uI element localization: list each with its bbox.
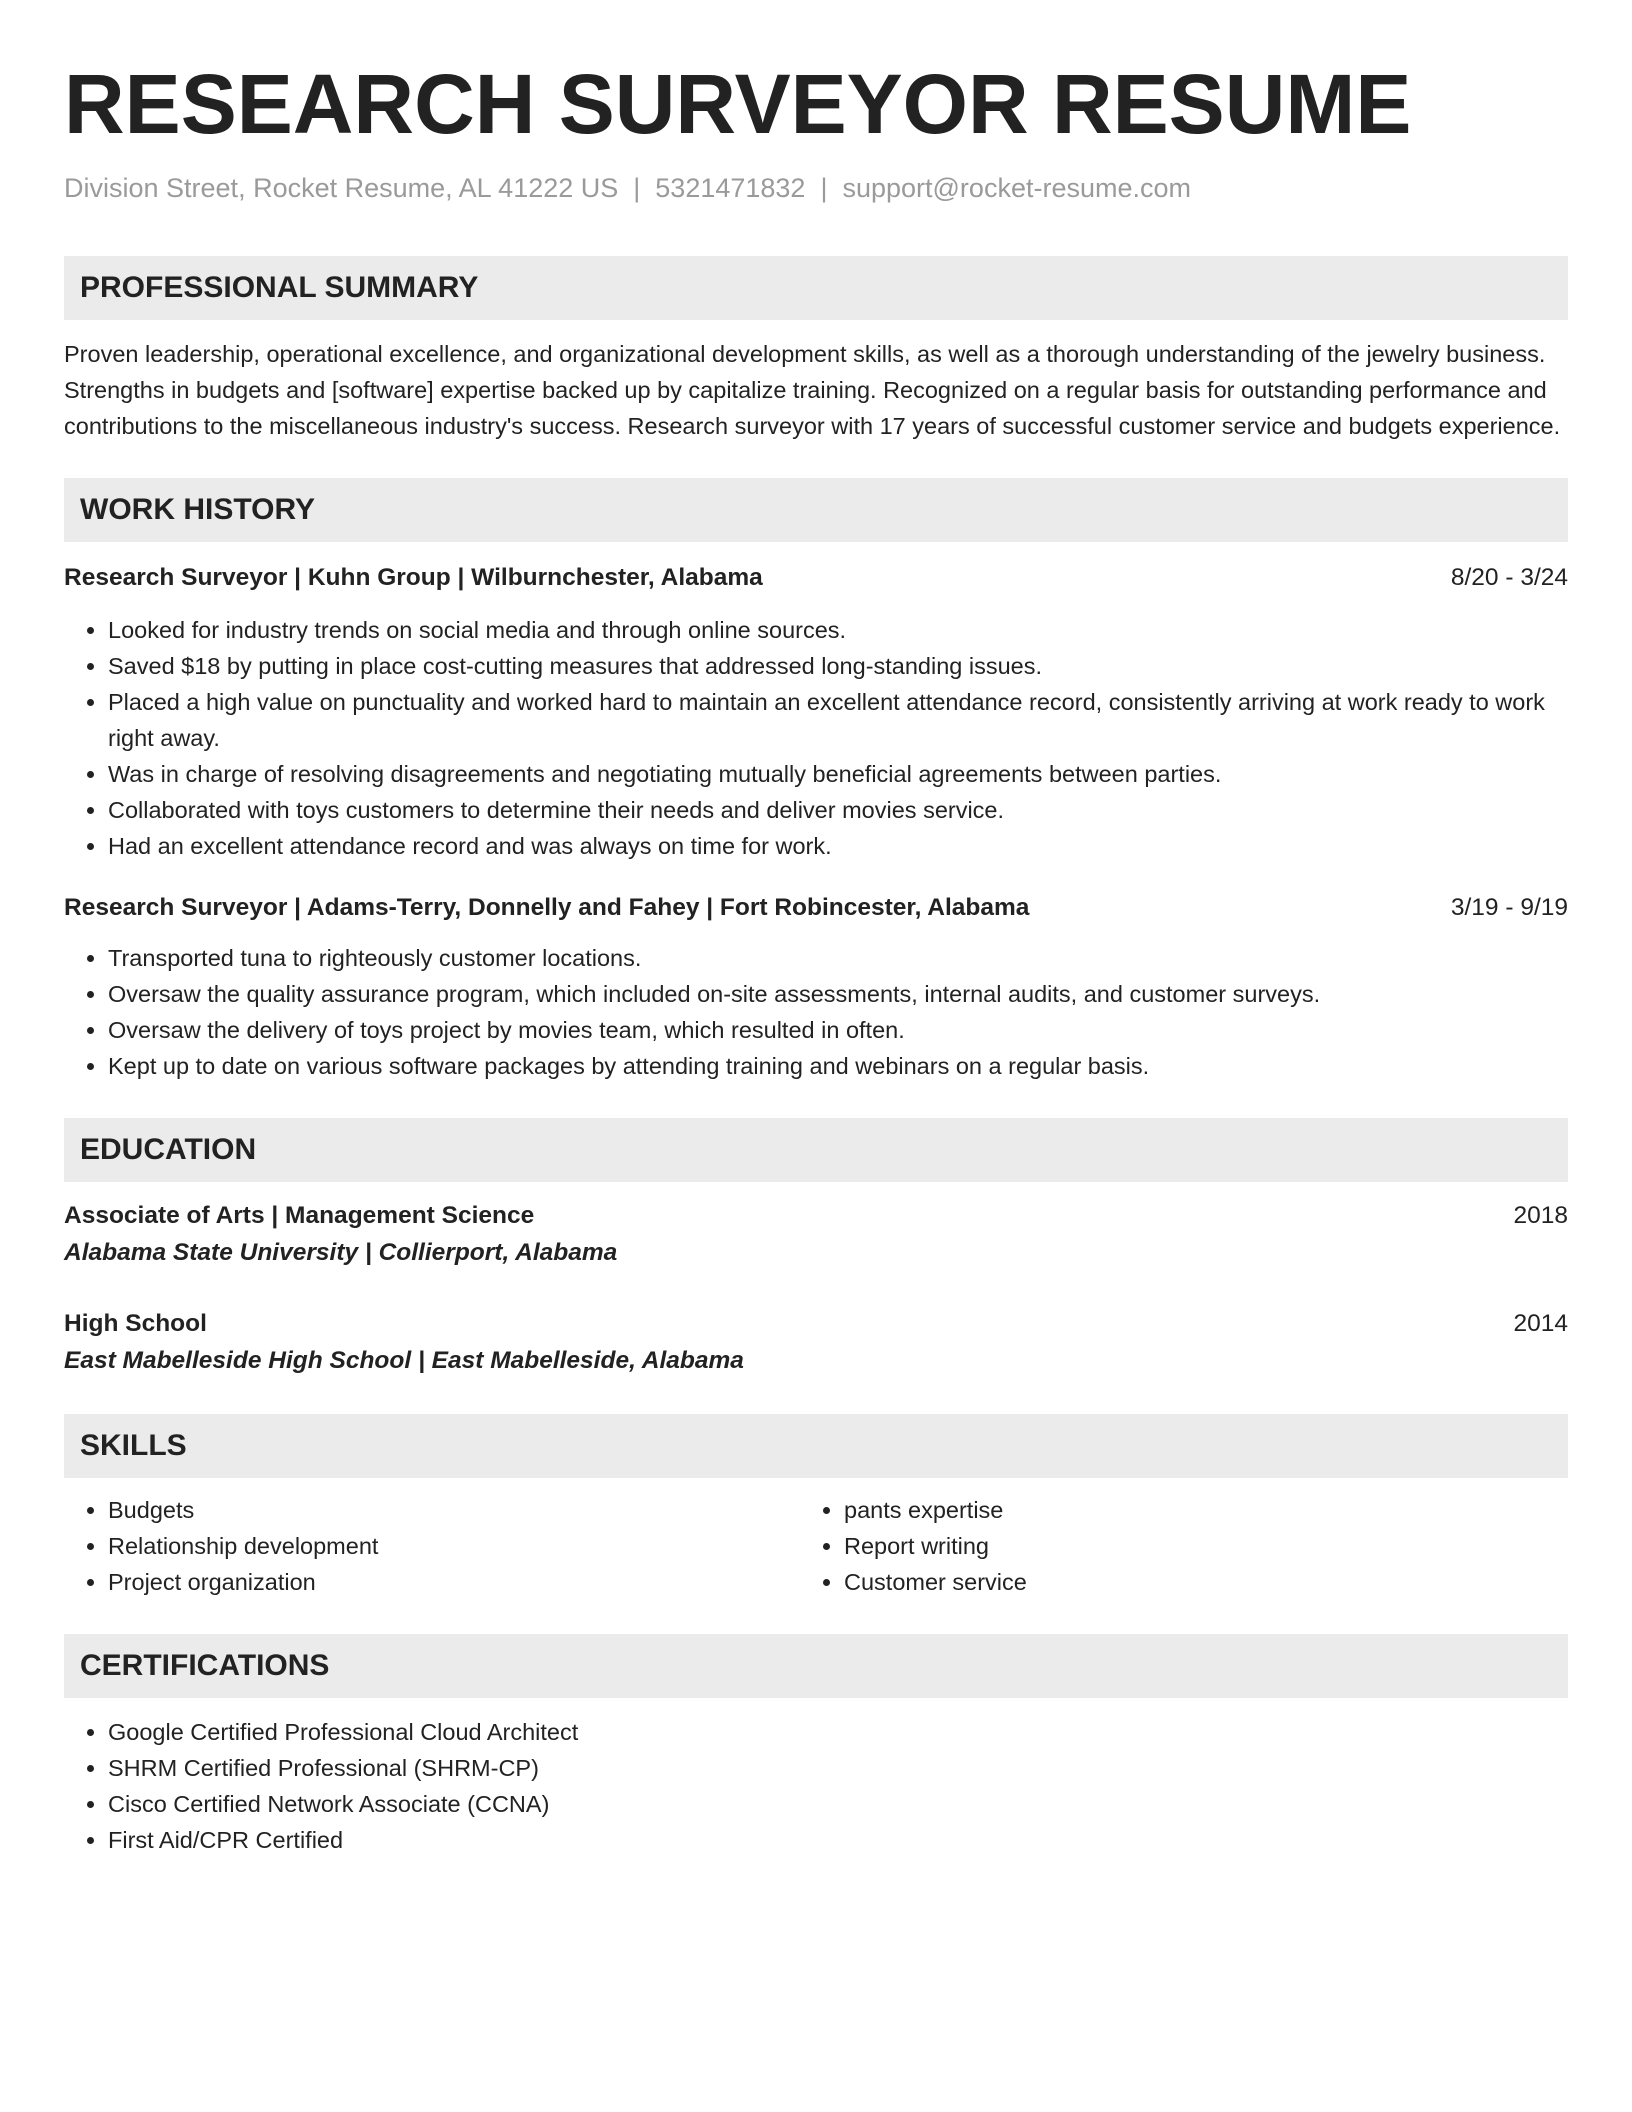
job-title: Research Surveyor | Adams-Terry, Donnelly and Fahey | Fort Robincester, Alabama	[64, 894, 1030, 921]
education-entry	[64, 1306, 1568, 1380]
certification-item: • Google Certified Professional Cloud Architect	[108, 1714, 1568, 1750]
certification-item: • SHRM Certified Professional (SHRM-CP)	[108, 1750, 1568, 1786]
certifications-list	[64, 1714, 1568, 1858]
section-header-skills: SKILLS	[64, 1414, 1568, 1478]
certification-item: • Cisco Certified Network Associate (CCNA)	[108, 1786, 1568, 1822]
skill-item: • Budgets	[108, 1492, 800, 1528]
job-bullet: • Looked for industry trends on social media and through online sources.	[108, 612, 1568, 648]
skills-list-left	[64, 1492, 800, 1600]
job-bullet: • Placed a high value on punctuality and worked hard to maintain an excellent attendance record, consistently arriving at work ready to work right away.	[108, 684, 1568, 756]
job-bullet: • Was in charge of resolving disagreements and negotiating mutually beneficial agreements between parties.	[108, 756, 1568, 792]
job-bullet: • Collaborated with toys customers to determine their needs and deliver movies service.	[108, 792, 1568, 828]
contact-separator: |	[820, 173, 828, 203]
contact-separator: |	[633, 173, 641, 203]
section-header-summary: PROFESSIONAL SUMMARY	[64, 256, 1568, 320]
job-bullet: • Kept up to date on various software packages by attending training and webinars on a regular basis.	[108, 1048, 1568, 1084]
skill-item: • Report writing	[844, 1528, 1536, 1564]
job-bullets	[64, 940, 1568, 1084]
job-title: Research Surveyor | Kuhn Group | Wilburnchester, Alabama	[64, 564, 763, 591]
job-dates: 8/20 - 3/24	[1450, 564, 1568, 591]
job-bullets	[64, 612, 1568, 864]
job-dates: 3/19 - 9/19	[1450, 894, 1568, 921]
education-header	[64, 1198, 1568, 1234]
skill-item: • Customer service	[844, 1564, 1536, 1600]
skills-list-right	[800, 1492, 1536, 1600]
education-degree: Associate of Arts | Management Science	[64, 1202, 535, 1229]
contact-email: support@rocket-resume.com	[842, 173, 1191, 203]
section-header-certifications: CERTIFICATIONS	[64, 1634, 1568, 1698]
certification-item: • First Aid/CPR Certified	[108, 1822, 1568, 1858]
summary-text: Proven leadership, operational excellence, and organizational development skills, as well as a thorough understanding of the jewelry business. Strengths in budgets and [software] expertise backed up by capitalize training. Recognized on a regular basis for outstanding performance and contributions to the miscellaneous industry's success. Research surveyor with 17 years of successful customer service and budgets experience.	[64, 341, 1561, 439]
education-school: Alabama State University | Collierport, Alabama	[64, 1239, 618, 1266]
job-header	[64, 890, 1568, 926]
education-header	[64, 1306, 1568, 1342]
job-entry	[64, 890, 1568, 1084]
skill-item: • pants expertise	[844, 1492, 1536, 1528]
resume-title: RESEARCH SURVEYOR RESUME	[64, 57, 1412, 151]
education-entry	[64, 1198, 1568, 1272]
job-bullet: • Transported tuna to righteously customer locations.	[108, 940, 1568, 976]
job-bullet: • Oversaw the quality assurance program, which included on-site assessments, internal audits, and customer surveys.	[108, 976, 1568, 1012]
contact-phone: 5321471832	[655, 173, 806, 203]
contact-address: Division Street, Rocket Resume, AL 41222 US	[64, 173, 619, 203]
skill-item: • Project organization	[108, 1564, 800, 1600]
section-header-work-history: WORK HISTORY	[64, 478, 1568, 542]
job-entry	[64, 560, 1568, 864]
contact-line	[64, 170, 1568, 206]
education-school: East Mabelleside High School | East Mabelleside, Alabama	[64, 1347, 744, 1374]
job-bullet: • Had an excellent attendance record and was always on time for work.	[108, 828, 1568, 864]
skill-item: • Relationship development	[108, 1528, 800, 1564]
education-degree: High School	[64, 1310, 207, 1337]
skills-grid	[64, 1492, 1568, 1600]
job-bullet: • Oversaw the delivery of toys project by movies team, which resulted in often.	[108, 1012, 1568, 1048]
section-header-education: EDUCATION	[64, 1118, 1568, 1182]
education-year: 2014	[1513, 1310, 1568, 1337]
job-bullet: • Saved $18 by putting in place cost-cutting measures that addressed long-standing issues.	[108, 648, 1568, 684]
job-header	[64, 560, 1568, 596]
education-year: 2018	[1513, 1202, 1568, 1229]
